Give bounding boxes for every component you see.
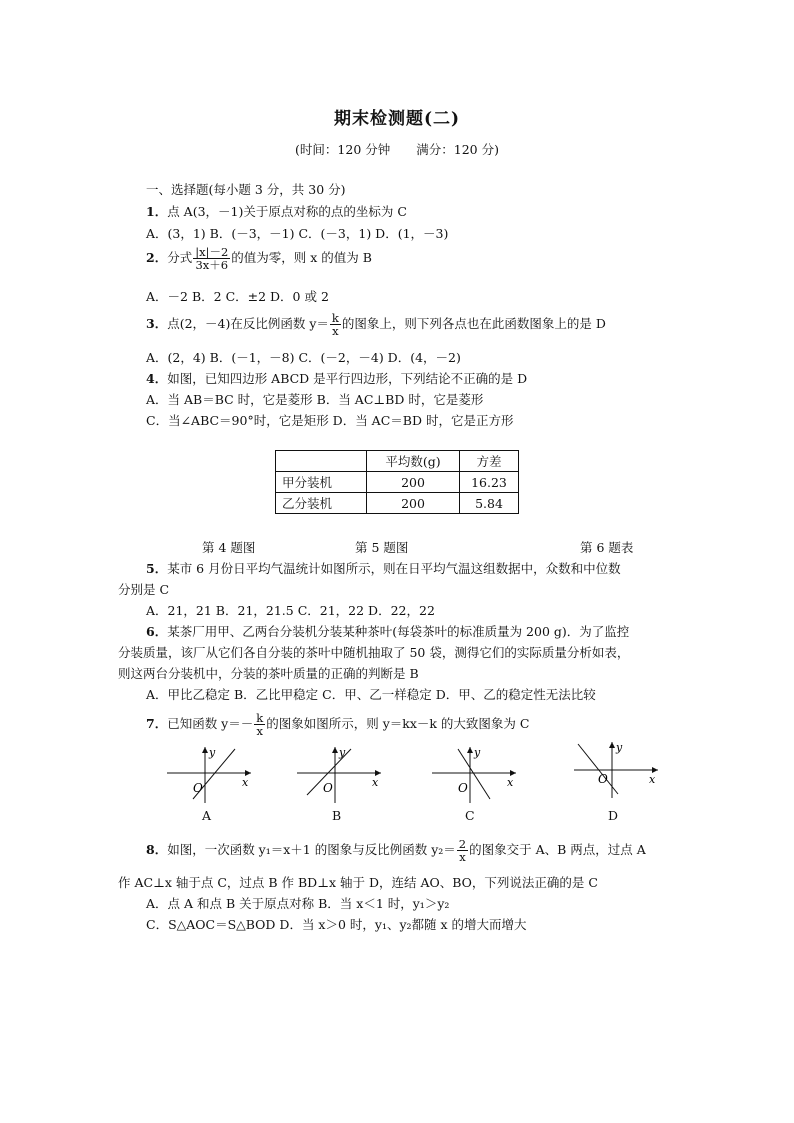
fraction-denominator: 3x＋6: [193, 258, 230, 271]
question-2-options: A．－2 B．2 C．±2 D．0 或 2: [146, 289, 329, 304]
question-1-options: A．(3，1) B．(－3，－1) C．(－3，1) D．(1，－3): [146, 226, 449, 241]
question-number: 8．: [146, 842, 168, 858]
table-header-cell: 平均数(g): [367, 451, 460, 472]
question-text-post: 的图象如图所示，则 y＝kx－k 的大致图象为 C: [266, 716, 530, 732]
table-cell: 甲分装机: [276, 472, 367, 493]
question-number: 7．: [146, 716, 168, 732]
table-cell: 200: [367, 493, 460, 514]
fraction-denominator: x: [254, 724, 265, 737]
question-5: [146, 559, 621, 577]
fraction: [254, 712, 265, 737]
question-text-pre: 分式: [167, 250, 193, 266]
full-score: 满分：120 分): [416, 142, 499, 157]
graph-d-label: D: [608, 808, 619, 823]
x-axis-label: x: [649, 773, 656, 786]
origin-label: O: [193, 781, 203, 795]
question-4-options-2: C．当∠ABC＝90°时，它是矩形 D．当 AC＝BD 时，它是正方形: [146, 413, 514, 428]
x-axis-label: x: [507, 776, 514, 789]
fraction: [193, 246, 230, 271]
question-4: [146, 369, 527, 387]
question-text-pre: 如图，一次函数 y₁＝x＋1 的图象与反比例函数 y₂＝: [167, 842, 456, 858]
caption-figure-5: 第 5 题图: [355, 540, 409, 555]
graph-a: [165, 745, 255, 805]
table-header-cell: 方差: [460, 451, 519, 472]
origin-label: O: [323, 781, 333, 795]
question-text: 点 A(3，－1)关于原点对称的点的坐标为 C: [167, 204, 407, 219]
fraction-denominator: x: [457, 850, 468, 863]
table-cell: 乙分装机: [276, 493, 367, 514]
table-header-row: [276, 451, 519, 472]
question-text-post: 的图象交于 A、B 两点，过点 A: [469, 842, 646, 858]
question-3-options: A．(2，4) B．(－1，－8) C．(－2，－4) D．(4，－2): [146, 350, 461, 365]
graph-b-label: B: [332, 808, 342, 823]
question-text: 某茶厂用甲、乙两台分装机分装某种茶叶(每袋茶叶的标准质量为 200 g)．为了监控: [167, 624, 630, 639]
graph-c: [430, 745, 520, 805]
y-axis-label: y: [339, 746, 346, 759]
graph-a-label: A: [202, 808, 212, 823]
fraction-numerator: k: [256, 711, 264, 725]
question-number: 2．: [146, 250, 168, 266]
question-number: 1．: [146, 204, 168, 219]
question-number: 5．: [146, 561, 168, 576]
question-8: [146, 838, 646, 863]
question-8-options-1: A．点 A 和点 B 关于原点对称 B．当 x＜1 时，y₁＞y₂: [146, 896, 450, 911]
graph-d: [572, 740, 662, 800]
table-row: [276, 493, 519, 514]
section-heading: 一、选择题(每小题 3 分，共 30 分): [146, 182, 346, 197]
graph-c-label: C: [465, 808, 475, 823]
fraction-numerator: 2: [458, 837, 467, 851]
question-1: [146, 202, 407, 220]
y-axis-label: y: [616, 741, 623, 754]
question-6-line-2: 分装质量，该厂从它们各自分装的茶叶中随机抽取了 50 袋，测得它们的实际质量分析如表，: [118, 645, 630, 660]
question-text-pre: 已知函数 y＝－: [167, 716, 254, 732]
question-7: [146, 712, 529, 737]
question-8-line-2: 作 AC⊥x 轴于点 C，过点 B 作 BD⊥x 轴于 D，连结 AO、BO，下列说法正确的是 C: [118, 875, 598, 890]
page-title: 期末检测题(二): [333, 109, 461, 129]
question-text-post: 的值为零，则 x 的值为 B: [231, 250, 372, 266]
question-6: [146, 622, 629, 640]
question-4-options-1: A．当 AB＝BC 时，它是菱形 B．当 AC⊥BD 时，它是菱形: [146, 392, 484, 407]
q6-data-table: [275, 450, 519, 514]
question-3: [146, 312, 606, 337]
graph-b: [295, 745, 385, 805]
question-number: 4．: [146, 371, 168, 386]
question-2: [146, 246, 372, 271]
fraction-denominator: x: [330, 324, 341, 337]
fraction: [457, 838, 468, 863]
table-header-cell: [276, 451, 367, 472]
table-cell: 16.23: [460, 472, 519, 493]
question-number: 3．: [146, 316, 168, 332]
question-5-line-2: 分别是 C: [118, 582, 170, 597]
caption-figure-4: 第 4 题图: [202, 540, 256, 555]
question-5-options: A．21，21 B．21，21.5 C．21，22 D．22，22: [146, 603, 435, 618]
question-text: 如图，已知四边形 ABCD 是平行四边形，下列结论不正确的是 D: [167, 371, 528, 386]
table-cell: 200: [367, 472, 460, 493]
question-6-options: A．甲比乙稳定 B．乙比甲稳定 C．甲、乙一样稳定 D．甲、乙的稳定性无法比较: [146, 687, 596, 702]
time-limit: (时间：120 分钟: [295, 142, 391, 157]
table-cell: 5.84: [460, 493, 519, 514]
fraction: [330, 312, 341, 337]
question-text-pre: 点(2，－4)在反比例函数 y＝: [167, 316, 329, 332]
fraction-numerator: |x|－2: [195, 245, 229, 259]
question-text: 某市 6 月份日平均气温统计如图所示，则在日平均气温这组数据中，众数和中位数: [167, 561, 621, 576]
caption-table-6: 第 6 题表: [580, 540, 634, 555]
question-6-line-3: 则这两台分装机中，分装的茶叶质量的正确的判断是 B: [118, 666, 419, 681]
fraction-numerator: k: [331, 311, 339, 325]
question-8-options-2: C．S△AOC＝S△BOD D．当 x＞0 时，y₁、y₂都随 x 的增大而增大: [146, 917, 527, 932]
y-axis-label: y: [209, 746, 216, 759]
table-row: [276, 472, 519, 493]
question-text-post: 的图象上，则下列各点也在此函数图象上的是 D: [341, 316, 606, 332]
question-number: 6．: [146, 624, 168, 639]
y-axis-label: y: [474, 746, 481, 759]
origin-label: O: [458, 781, 468, 795]
exam-info: [0, 140, 794, 158]
x-axis-label: x: [242, 776, 249, 789]
origin-label: O: [598, 772, 608, 786]
x-axis-label: x: [372, 776, 379, 789]
